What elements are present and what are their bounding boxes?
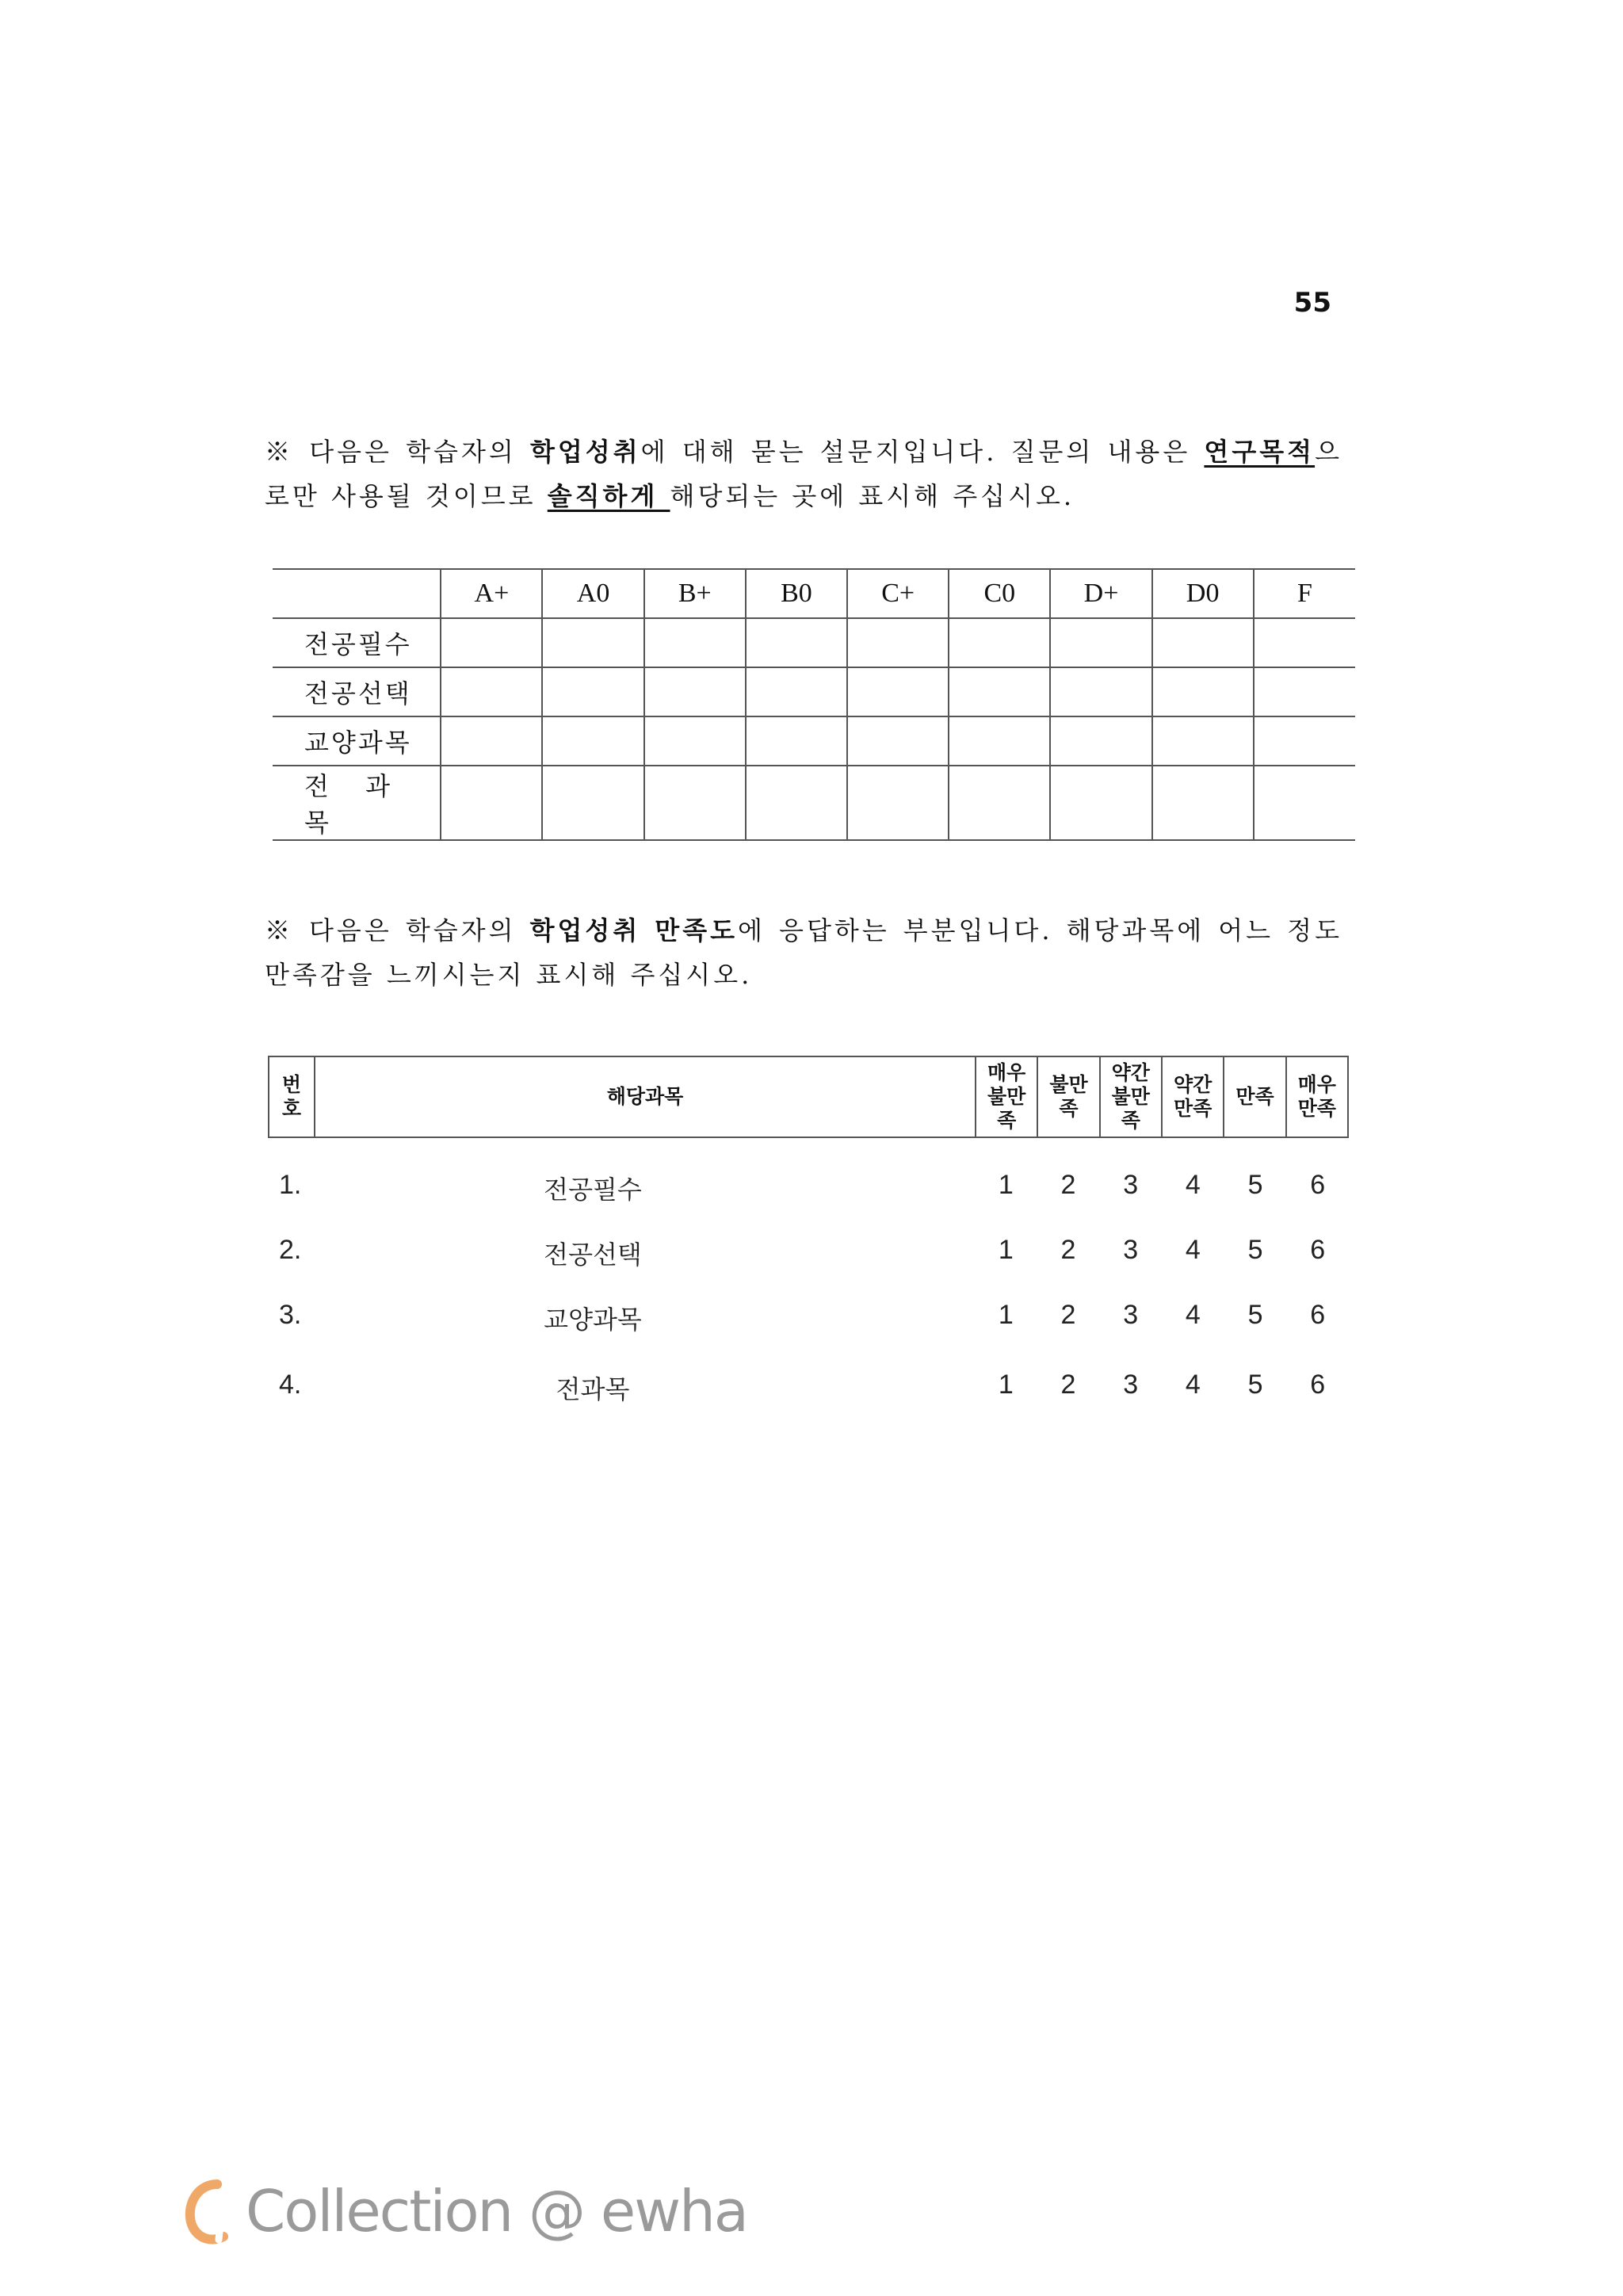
grade-answer-cell[interactable] xyxy=(1254,667,1355,716)
header-scale-option: 약간 불만 족 xyxy=(1100,1056,1162,1137)
grade-table xyxy=(273,568,1355,841)
grade-column-header: D0 xyxy=(1152,569,1254,618)
grade-answer-cell[interactable] xyxy=(949,766,1050,840)
rating-option[interactable]: 1 xyxy=(998,1170,1014,1200)
grade-column-header: A0 xyxy=(542,569,643,618)
rating-option[interactable]: 5 xyxy=(1247,1235,1263,1265)
dcollection-ewha-logo xyxy=(184,2172,747,2251)
grade-answer-cell[interactable] xyxy=(847,618,949,667)
emphasis-academic-achievement: 학업성취 xyxy=(529,437,641,467)
row-number: 4. xyxy=(279,1370,302,1400)
grade-answer-cell[interactable] xyxy=(746,766,847,840)
rating-scale xyxy=(975,1235,1349,1266)
grade-answer-cell[interactable] xyxy=(1050,667,1151,716)
grade-row xyxy=(273,766,1355,840)
grade-answer-cell[interactable] xyxy=(441,716,542,766)
grade-column-header: C0 xyxy=(949,569,1050,618)
rating-scale xyxy=(975,1370,1349,1400)
instructions-line-2: 만족감을 느끼시는지 표시해 주십시오. xyxy=(265,960,753,990)
grade-row-label: 전공선택 xyxy=(273,667,441,716)
header-scale-option: 매우 불만 족 xyxy=(976,1056,1037,1137)
grade-row-label: 전 과 목 xyxy=(273,766,441,840)
rating-option[interactable]: 1 xyxy=(998,1300,1014,1330)
grade-column-header: B+ xyxy=(644,569,746,618)
emphasis-research-purpose: 연구목적 xyxy=(1204,437,1316,467)
header-number: 번 호 xyxy=(269,1056,315,1137)
rating-option[interactable]: 5 xyxy=(1247,1300,1263,1330)
grade-answer-cell[interactable] xyxy=(1152,766,1254,840)
grade-column-header: A+ xyxy=(441,569,542,618)
grade-answer-cell[interactable] xyxy=(542,667,643,716)
satisfaction-row xyxy=(268,1358,1349,1423)
satisfaction-row xyxy=(268,1224,1349,1289)
grade-answer-cell[interactable] xyxy=(949,716,1050,766)
rating-option[interactable]: 2 xyxy=(1060,1170,1076,1200)
grade-answer-cell[interactable] xyxy=(644,667,746,716)
rating-option[interactable]: 2 xyxy=(1060,1235,1076,1265)
rating-option[interactable]: 4 xyxy=(1185,1170,1201,1200)
grade-answer-cell[interactable] xyxy=(1050,716,1151,766)
grade-answer-cell[interactable] xyxy=(1254,618,1355,667)
grade-answer-cell[interactable] xyxy=(746,667,847,716)
grade-answer-cell[interactable] xyxy=(441,766,542,840)
header-scale-option: 불만 족 xyxy=(1037,1056,1099,1137)
satisfaction-table-header xyxy=(268,1056,1349,1138)
rating-option[interactable]: 4 xyxy=(1185,1300,1201,1330)
rating-option[interactable]: 2 xyxy=(1060,1300,1076,1330)
grade-answer-cell[interactable] xyxy=(644,618,746,667)
grade-corner-cell xyxy=(273,569,441,618)
header-subject: 해당과목 xyxy=(315,1056,976,1137)
grade-answer-cell[interactable] xyxy=(441,618,542,667)
rating-option[interactable]: 6 xyxy=(1310,1235,1326,1265)
instructions-line-1: ※ 다음은 학습자의 학업성취 만족도에 응답하는 부분입니다. 해당과목에 어느 정도 xyxy=(265,915,1342,946)
rating-option[interactable]: 6 xyxy=(1310,1170,1326,1200)
emphasis-achievement-satisfaction: 학업성취 만족도 xyxy=(529,915,739,946)
grade-answer-cell[interactable] xyxy=(441,667,542,716)
grade-answer-cell[interactable] xyxy=(644,766,746,840)
grade-column-header: D+ xyxy=(1050,569,1151,618)
satisfaction-survey-instructions xyxy=(265,908,1342,997)
rating-option[interactable]: 5 xyxy=(1247,1370,1263,1400)
grade-answer-cell[interactable] xyxy=(1152,667,1254,716)
header-scale-option: 만족 xyxy=(1224,1056,1285,1137)
grade-column-header: F xyxy=(1254,569,1355,618)
rating-option[interactable]: 3 xyxy=(1123,1300,1139,1330)
grade-answer-cell[interactable] xyxy=(847,667,949,716)
rating-option[interactable]: 4 xyxy=(1185,1370,1201,1400)
row-number: 3. xyxy=(279,1300,302,1330)
grade-answer-cell[interactable] xyxy=(644,716,746,766)
dcollection-logo-icon xyxy=(184,2178,250,2244)
rating-option[interactable]: 5 xyxy=(1247,1170,1263,1200)
grade-header-row xyxy=(273,569,1355,618)
emphasis-honestly: 솔직하게 xyxy=(547,481,670,511)
satisfaction-row xyxy=(268,1159,1349,1224)
grade-answer-cell[interactable] xyxy=(1254,766,1355,840)
grade-row xyxy=(273,716,1355,766)
grade-answer-cell[interactable] xyxy=(746,716,847,766)
grade-answer-cell[interactable] xyxy=(542,716,643,766)
grade-row xyxy=(273,667,1355,716)
rating-option[interactable]: 2 xyxy=(1060,1370,1076,1400)
grade-answer-cell[interactable] xyxy=(949,667,1050,716)
grade-row-label: 교양과목 xyxy=(273,716,441,766)
rating-scale xyxy=(975,1300,1349,1331)
logo-text: Collection @ ewha xyxy=(246,2178,747,2244)
grade-answer-cell[interactable] xyxy=(1050,766,1151,840)
row-subject: 교양과목 xyxy=(544,1305,642,1335)
grade-column-header: C+ xyxy=(847,569,949,618)
grade-answer-cell[interactable] xyxy=(542,766,643,840)
row-subject: 전과목 xyxy=(556,1374,630,1404)
grade-answer-cell[interactable] xyxy=(847,716,949,766)
rating-option[interactable]: 3 xyxy=(1123,1235,1139,1265)
rating-scale xyxy=(975,1170,1349,1201)
grade-answer-cell[interactable] xyxy=(847,766,949,840)
grade-row xyxy=(273,618,1355,667)
grade-answer-cell[interactable] xyxy=(1152,618,1254,667)
grade-answer-cell[interactable] xyxy=(746,618,847,667)
grade-answer-cell[interactable] xyxy=(1152,716,1254,766)
row-subject: 전공선택 xyxy=(544,1240,642,1270)
page-number: 55 xyxy=(1293,287,1331,319)
grade-survey-instructions xyxy=(265,430,1342,518)
satisfaction-rows xyxy=(268,1159,1349,1423)
grade-answer-cell[interactable] xyxy=(949,618,1050,667)
row-subject: 전공필수 xyxy=(544,1175,642,1205)
rating-option[interactable]: 6 xyxy=(1310,1370,1326,1400)
rating-option[interactable]: 3 xyxy=(1123,1370,1139,1400)
instructions-line-1: ※ 다음은 학습자의 학업성취에 대해 묻는 설문지입니다. 질문의 내용은 연구목적으 xyxy=(265,437,1342,467)
rating-option[interactable]: 3 xyxy=(1123,1170,1139,1200)
grade-answer-cell[interactable] xyxy=(542,618,643,667)
rating-option[interactable]: 1 xyxy=(998,1235,1014,1265)
header-scale-option: 매우 만족 xyxy=(1286,1056,1348,1137)
instructions-line-2: 로만 사용될 것이므로 솔직하게 해당되는 곳에 표시해 주십시오. xyxy=(265,481,1075,511)
rating-option[interactable]: 4 xyxy=(1185,1235,1201,1265)
rating-option[interactable]: 1 xyxy=(998,1370,1014,1400)
grade-answer-cell[interactable] xyxy=(1050,618,1151,667)
rating-option[interactable]: 6 xyxy=(1310,1300,1326,1330)
header-scale-option: 약간 만족 xyxy=(1162,1056,1224,1137)
satisfaction-row xyxy=(268,1289,1349,1354)
row-number: 1. xyxy=(279,1170,302,1200)
grade-column-header: B0 xyxy=(746,569,847,618)
row-number: 2. xyxy=(279,1235,302,1265)
grade-answer-cell[interactable] xyxy=(1254,716,1355,766)
grade-row-label: 전공필수 xyxy=(273,618,441,667)
